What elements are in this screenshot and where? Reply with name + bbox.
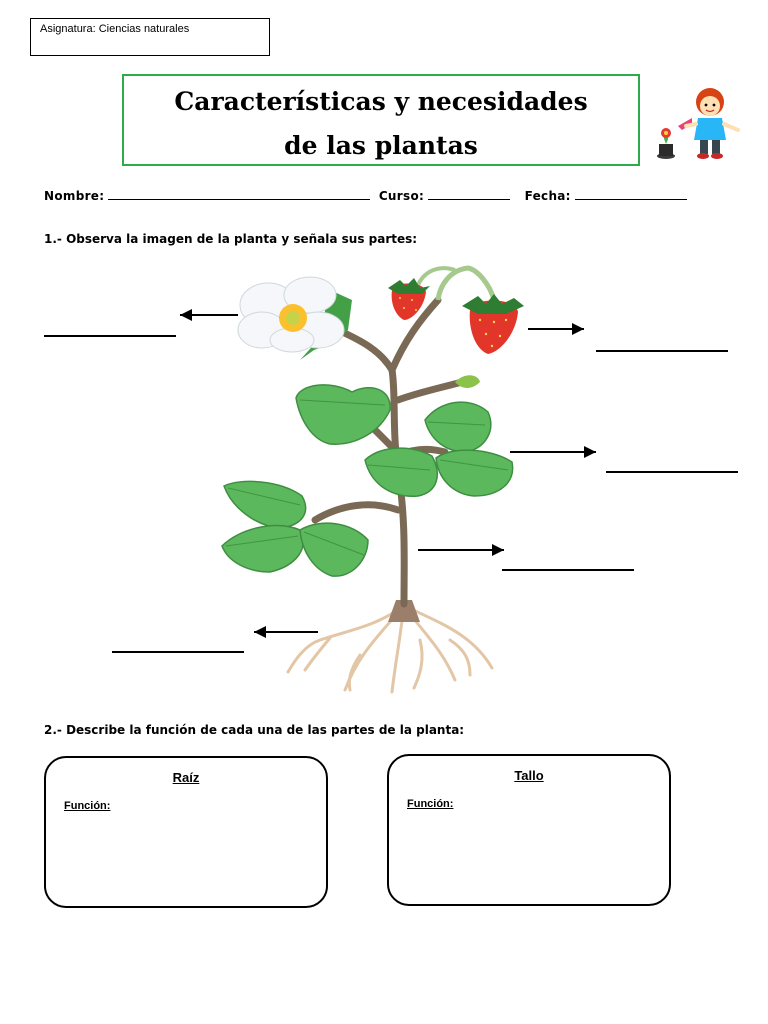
card-title: Raíz xyxy=(172,770,200,785)
card-raiz xyxy=(44,756,328,908)
card-function-label: Función: xyxy=(407,798,454,810)
title-line-1: Características y necesidades xyxy=(174,87,588,116)
strawberry-2 xyxy=(462,294,524,354)
flower xyxy=(238,277,352,360)
course-label: Curso: xyxy=(378,189,425,203)
name-field[interactable] xyxy=(108,189,370,200)
name-label: Nombre: xyxy=(44,189,105,203)
date-label: Fecha: xyxy=(524,189,571,203)
page-title xyxy=(122,74,640,166)
subject-box xyxy=(30,18,270,56)
leaves xyxy=(222,385,513,576)
card-title: Tallo xyxy=(514,768,544,783)
course-field[interactable] xyxy=(428,189,510,200)
subject-text: Asignatura: Ciencias naturales xyxy=(40,23,190,35)
card-function-label: Función: xyxy=(64,800,111,812)
title-line-2: de las plantas xyxy=(284,131,478,160)
card-tallo xyxy=(387,754,671,906)
strawberry-plant-illustration xyxy=(0,250,768,710)
date-field[interactable] xyxy=(575,189,687,200)
kid-watering-flower-illustration xyxy=(648,78,748,164)
info-row xyxy=(44,189,691,203)
question-1: 1.- Observa la imagen de la planta y señala sus partes: xyxy=(44,232,418,246)
question-2: 2.- Describe la función de cada una de las partes de la planta: xyxy=(44,723,465,737)
